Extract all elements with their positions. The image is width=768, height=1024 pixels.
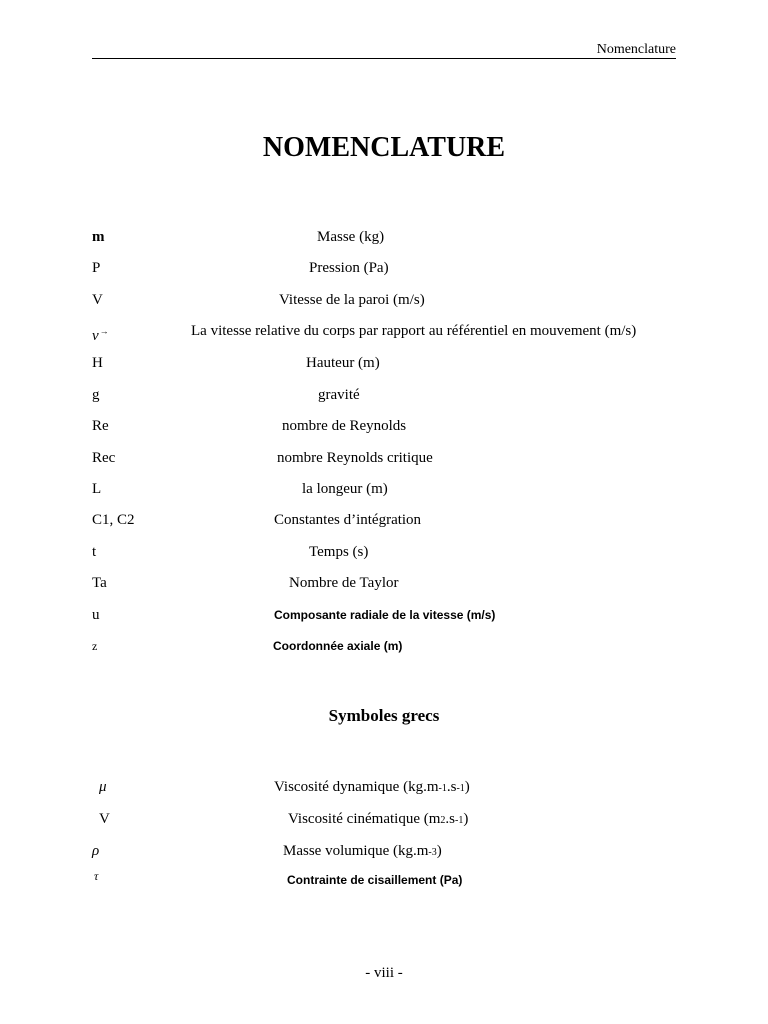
greek-row xyxy=(0,809,768,829)
definition xyxy=(283,841,442,863)
definition: Vitesse de la paroi (m/s) xyxy=(279,292,425,308)
definition: nombre de Reynolds xyxy=(282,418,407,434)
symbol: τ xyxy=(94,869,99,883)
nomenclature-row xyxy=(0,227,768,247)
definition xyxy=(274,777,470,799)
vector-arrow-icon: → xyxy=(99,326,109,336)
symbol: L xyxy=(92,481,102,497)
symbol: v xyxy=(92,328,99,344)
exponent: 2 xyxy=(440,815,446,826)
symbol: V xyxy=(99,811,110,827)
nomenclature-row xyxy=(0,321,768,344)
exponent: -1 xyxy=(454,815,464,826)
symbol: g xyxy=(92,387,100,403)
exponent: -3 xyxy=(428,847,437,858)
nomenclature-row xyxy=(0,573,768,593)
exponent: -1 xyxy=(438,783,447,794)
running-header: Nomenclature xyxy=(596,42,676,57)
symbol: u xyxy=(92,607,100,623)
definition: Nombre de Taylor xyxy=(289,575,399,591)
definition: gravité xyxy=(318,387,360,403)
definition: Masse (kg) xyxy=(317,229,385,245)
nomenclature-row xyxy=(0,448,768,468)
symbol: m xyxy=(92,229,105,245)
definition: Contrainte de cisaillement (Pa) xyxy=(287,873,463,887)
definition xyxy=(288,809,468,831)
definition-text: Viscosité dynamique (kg.m xyxy=(274,779,439,795)
definition: Constantes d’intégration xyxy=(274,512,422,528)
definition: Temps (s) xyxy=(309,544,369,560)
symbol: P xyxy=(92,260,101,276)
symbol: t xyxy=(92,544,97,560)
symbol: μ xyxy=(99,779,107,795)
nomenclature-row xyxy=(0,258,768,278)
definition: la longeur (m) xyxy=(302,481,388,497)
symbol: z xyxy=(92,639,98,653)
symbol: ρ xyxy=(92,843,100,859)
greek-row xyxy=(0,870,768,890)
header-rule xyxy=(92,58,676,59)
definition-text: ) xyxy=(464,779,470,795)
symbol: Re xyxy=(92,418,109,434)
definition-text: .s xyxy=(445,811,455,827)
nomenclature-row xyxy=(0,510,768,530)
vector-symbol xyxy=(92,321,109,346)
nomenclature-row xyxy=(0,353,768,373)
nomenclature-row xyxy=(0,605,768,625)
definition: Composante radiale de la vitesse (m/s) xyxy=(274,608,496,622)
page-title: NOMENCLATURE xyxy=(262,132,506,163)
nomenclature-row xyxy=(0,290,768,310)
greek-section-title: Symboles grecs xyxy=(328,706,440,725)
definition-text: Viscosité cinématique (m xyxy=(288,811,441,827)
nomenclature-row xyxy=(0,416,768,436)
nomenclature-row xyxy=(0,385,768,405)
definition-text: .s xyxy=(446,779,457,795)
definition-text: Masse volumique (kg.m xyxy=(283,843,429,859)
symbol: Ta xyxy=(92,575,107,591)
symbol: Rec xyxy=(92,450,116,466)
symbol: V xyxy=(92,292,103,308)
definition: Hauteur (m) xyxy=(306,355,380,371)
definition: La vitesse relative du corps par rapport au référentiel en mouvement (m/s) xyxy=(191,323,637,339)
definition: nombre Reynolds critique xyxy=(277,450,433,466)
nomenclature-row xyxy=(0,636,768,656)
greek-row xyxy=(0,777,768,797)
nomenclature-row xyxy=(0,479,768,499)
definition: Pression (Pa) xyxy=(309,260,389,276)
symbol: H xyxy=(92,355,103,371)
definition-text: ) xyxy=(463,811,469,827)
definition-text: ) xyxy=(436,843,442,859)
exponent: -1 xyxy=(456,783,465,794)
nomenclature-row xyxy=(0,542,768,562)
page-number: - viii - xyxy=(365,965,403,981)
definition: Coordonnée axiale (m) xyxy=(273,639,403,653)
greek-row xyxy=(0,841,768,861)
symbol: C1, C2 xyxy=(92,512,135,528)
